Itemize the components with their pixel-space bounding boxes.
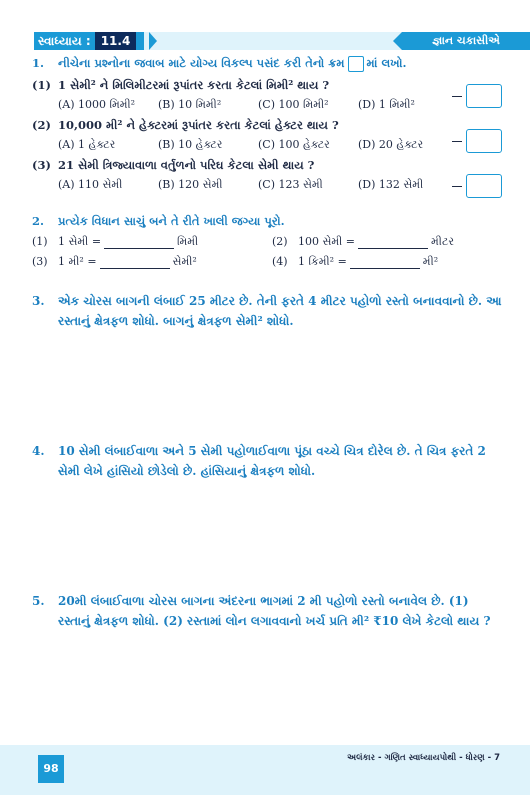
answer-box-1[interactable] [466,84,502,108]
mcq-item-2 [32,118,502,133]
question-number: 1. [32,56,45,70]
question-2 [32,214,502,229]
item-number: (2) [272,235,288,248]
item-number: (3) [32,255,48,268]
option[interactable]: (D) 20 હેક્ટર [358,138,424,151]
knowledge-check-tag: જ્ઞાન ચકાસીએ [402,32,530,50]
question-5 [32,591,502,631]
fill-unit: મિમી [177,235,199,248]
answer-dash [452,96,462,97]
question-4-text: 10 સેમી લંબાઈવાળા અને 5 સેમી પહોળાઈવાળા પૂંઠા વચ્ચે ચિત્ર દોરેલ છે. તે ચિત્ર ફરતે 2 સેમી લેખે હાંસિયો છોડેલો છે. હાંસિયાનું ક્ષેત્રફળ શોધો. [58,444,486,478]
exercise-content [32,56,502,631]
answer-box-3[interactable] [466,174,502,198]
question-3 [32,291,502,331]
fill-prefix: 1 મી² = [58,255,97,268]
option[interactable]: (C) 123 સેમી [258,178,323,191]
item-text: 21 સેમી ત્રિજ્યાવાળા વર્તુળનો પરિઘ કેટલા સેમી થાય ? [58,158,315,172]
section-number: 11.4 [95,32,137,50]
option[interactable]: (A) 1000 મિમી² [58,98,136,111]
question-3-text: એક ચોરસ બાગની લંબાઈ 25 મીટર છે. તેની ફરતે 4 મીટર પહોળો રસ્તો બનાવવાનો છે. આ રસ્તાનું ક્ષેત્રફળ શોધો. બાગનું ક્ષેત્રફળ સેમી² શોધો. [58,294,502,328]
answer-box-icon [348,56,364,72]
fill-unit: મીટર [431,235,455,248]
option[interactable]: (B) 120 સેમી [158,178,223,191]
option[interactable]: (A) 1 હેક્ટર [58,138,116,151]
fill-unit: મી² [422,255,439,268]
fill-unit: સેમી² [172,255,197,268]
option[interactable]: (C) 100 હેક્ટર [258,138,330,151]
item-number: (1) [32,235,48,248]
question-2-text: પ્રત્યેક વિધાન સાચું બને તે રીતે ખાલી જગ્યા પૂરો. [58,214,285,228]
fill-row-2 [32,255,502,269]
question-1-text-after: માં લખો. [366,56,407,70]
option[interactable]: (D) 132 સેમી [358,178,424,191]
question-1-text: નીચેના પ્રશ્નોના જવાબ માટે યોગ્ય વિકલ્પ પસંદ કરી તેનો ક્રમ [58,56,345,70]
option[interactable]: (B) 10 હેક્ટર [158,138,223,151]
mcq-options-3 [58,178,502,192]
question-1 [32,56,502,72]
fill-prefix: 1 સેમી = [58,235,102,248]
item-number: (4) [272,255,288,268]
question-4 [32,441,502,481]
option[interactable]: (B) 10 મિમી² [158,98,222,111]
question-5-text: 20મી લંબાઈવાળા ચોરસ બાગના અંદરના ભાગમાં 2 મી પહોળો રસ્તો બનાવેલ છે. (1) રસ્તાનું ક્ષેત્રફળ શોધો. (2) રસ્તામાં લોન લગાવવાનો ખર્ચ પ્રતિ મી² ₹10 લેખે કેટલો થાય ? [58,594,491,628]
header [0,0,530,52]
option[interactable]: (D) 1 મિમી² [358,98,415,111]
item-text: 1 સેમી² ને મિલિમીટરમાં રૂપાંતર કરતા કેટલાં મિમી² થાય ? [58,78,330,92]
section-label: સ્વાધ્યાય : [38,34,91,48]
mcq-item-3 [32,158,502,173]
blank-field[interactable] [358,235,428,249]
tag-arrow-icon [149,32,157,50]
fill-prefix: 1 કિમી² = [298,255,347,268]
item-number: (3) [32,158,51,172]
question-number: 3. [32,294,45,308]
item-number: (1) [32,78,51,92]
option[interactable]: (C) 100 મિમી² [258,98,329,111]
page-number: 98 [38,755,64,783]
mcq-options-1 [58,98,502,112]
answer-box-2[interactable] [466,129,502,153]
item-number: (2) [32,118,51,132]
question-number: 5. [32,594,45,608]
answer-dash [452,186,462,187]
answer-dash [452,141,462,142]
mcq-item-1 [32,78,502,93]
option[interactable]: (A) 110 સેમી [58,178,123,191]
mcq-options-2 [58,138,502,152]
footer [0,745,530,795]
blank-field[interactable] [350,255,420,269]
fill-prefix: 100 સેમી = [298,235,356,248]
question-number: 4. [32,444,45,458]
blank-field[interactable] [100,255,170,269]
question-text [58,56,406,72]
question-number: 2. [32,214,45,228]
footer-book-title: અલંકાર - ગણિત સ્વાધ્યાયપોથી - ધોરણ - 7 [347,753,500,763]
fill-row-1 [32,235,502,249]
blank-field[interactable] [104,235,174,249]
section-tag [34,32,144,50]
item-text: 10,000 મી² ને હેક્ટરમાં રૂપાંતર કરતા કેટલાં હેક્ટર થાય ? [58,118,339,132]
